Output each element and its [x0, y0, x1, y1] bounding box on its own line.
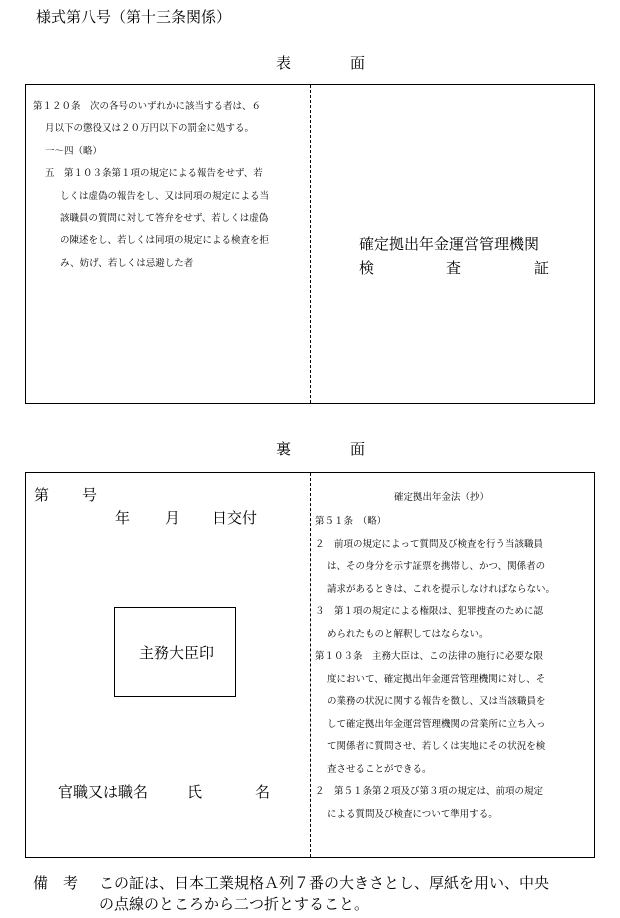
- seal-label: 主務大臣印: [139, 644, 215, 662]
- penalty-line: の陳述をし、若しくは同項の規定による検査を拒: [60, 235, 270, 247]
- law-line: は、その身分を示す証票を携帯し、かつ、関係者の: [327, 561, 546, 572]
- front-fold-line: [310, 85, 311, 403]
- penalty-line: しくは虚偽の報告をし、又は同項の規定による当: [60, 190, 270, 202]
- penalty-line: 該職員の質問に対して答弁をせず、若しくは虚偽: [60, 213, 269, 225]
- penalty-line: 一～四（略）: [45, 145, 103, 157]
- name-label-second: 名: [255, 783, 271, 801]
- back-fold-line: [310, 473, 311, 857]
- issue-month: 月: [165, 509, 181, 527]
- law-line: 度において、確定拠出年金運営管理機関に対し、そ: [327, 673, 546, 685]
- official-title-label: 官職又は職名: [58, 783, 149, 801]
- notes-line1: この証は、日本工業規格Ａ列７番の大きさとし、厚紙を用い、中央: [99, 874, 550, 892]
- front-card: [25, 84, 595, 404]
- law-line: められたものと解釈してはならない。: [327, 628, 489, 640]
- penalty-line: 第１２０条 次の各号のいずれかに該当する者は、６: [33, 101, 262, 112]
- card-title-char: 査: [446, 259, 462, 277]
- notes-line2: の点線のところから二つ折とすること。: [99, 895, 370, 913]
- back-heading: 裏 面: [276, 440, 388, 458]
- front-heading: 表 面: [276, 54, 388, 72]
- back-card: [25, 472, 595, 858]
- law-line: 第５１条 （略）: [315, 516, 387, 527]
- name-label-first: 氏: [187, 783, 203, 801]
- issue-year: 年: [115, 509, 131, 527]
- card-title-char: 検: [359, 259, 375, 277]
- law-line: ３ 第１項の規定による権限は、犯罪捜査のために認: [315, 606, 544, 617]
- penalty-line: 月以下の懲役又は２０万円以下の罰金に処する。: [45, 123, 255, 135]
- issue-day: 日交付: [212, 509, 258, 527]
- card-title-char: 証: [534, 259, 550, 277]
- seal-box: [114, 607, 236, 697]
- form-title: 様式第八号（第十三条関係）: [36, 8, 232, 26]
- law-line: ２ 第５１条第２項及び第３項の規定は、前項の規定: [315, 786, 544, 797]
- front-penalty-provisions: [33, 96, 269, 275]
- law-line: の業務の状況に関する報告を徴し、又は当該職員を: [327, 696, 546, 707]
- penalty-line: 五 第１０３条第１項の規定による報告をせず、若: [45, 168, 263, 180]
- law-line: 査させることができる。: [327, 763, 432, 775]
- law-line: て関係者に質問させ、若しくは実地にその状況を検: [327, 741, 546, 752]
- law-line: による質問及び検査について準用する。: [327, 808, 498, 820]
- notes-label: 備 考: [33, 874, 79, 892]
- law-line: して確定拠出年金運営管理機関の営業所に立ち入っ: [327, 718, 546, 730]
- penalty-line: み、妨げ、若しくは忌避した者: [60, 257, 194, 269]
- law-line: ２ 前項の規定によって質問及び検査を行う当該職員: [315, 538, 544, 550]
- law-line: 第１０３条 主務大臣は、この法律の施行に必要な限: [315, 651, 544, 662]
- card-title-line1: 確定拠出年金運営管理機関: [359, 235, 540, 253]
- number-suffix: 号: [82, 486, 98, 504]
- law-line: 請求があるときは、これを提示しなければならない。: [327, 583, 556, 595]
- law-title: 確定拠出年金法（抄）: [394, 492, 490, 503]
- back-law-provisions: [315, 511, 555, 826]
- number-label: 第: [34, 486, 50, 504]
